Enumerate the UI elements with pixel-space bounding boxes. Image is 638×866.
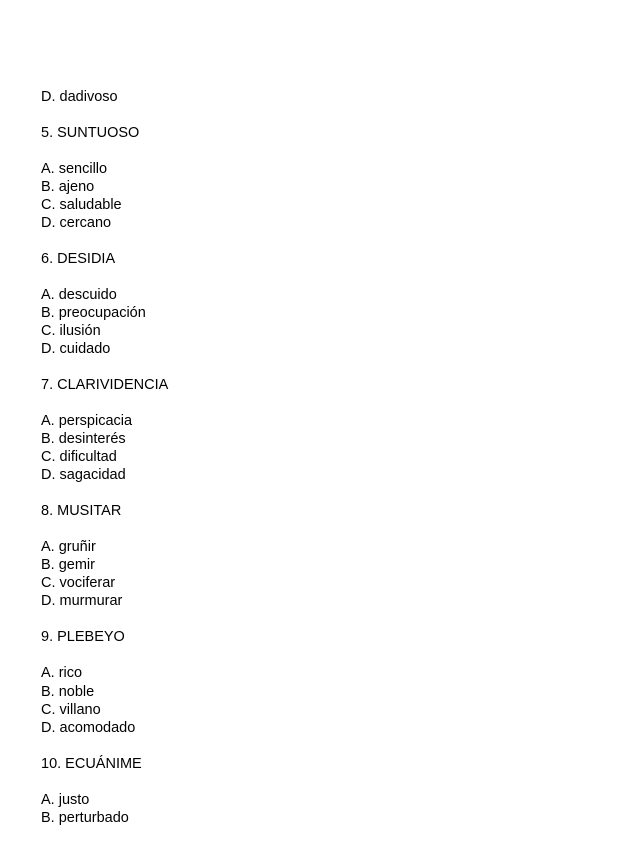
option-text: A. gruñir: [41, 539, 96, 555]
option-text: B. desinterés: [41, 431, 126, 447]
option-text: C. dificultad: [41, 449, 117, 465]
option-text: D. acomodado: [41, 720, 136, 736]
option-text: A. sencillo: [41, 161, 108, 177]
option-text: B. perturbado: [41, 810, 129, 826]
option-text: C. vociferar: [41, 575, 116, 591]
option-text: A. justo: [41, 792, 90, 808]
question-heading: 10. ECUÁNIME: [41, 756, 142, 772]
option-text: B. gemir: [41, 557, 95, 573]
option-text: B. noble: [41, 684, 95, 700]
option-text: A. rico: [41, 665, 83, 681]
question-heading: 6. DESIDIA: [41, 251, 116, 267]
option-text: D. dadivoso: [41, 89, 118, 105]
option-text: A. descuido: [41, 287, 117, 303]
option-text: D. cuidado: [41, 341, 111, 357]
option-text: D. cercano: [41, 215, 112, 231]
option-text: C. saludable: [41, 197, 122, 213]
option-text: D. sagacidad: [41, 467, 126, 483]
option-text: D. murmurar: [41, 593, 123, 609]
question-heading: 9. PLEBEYO: [41, 629, 125, 645]
option-text: C. villano: [41, 702, 101, 718]
question-heading: 5. SUNTUOSO: [41, 125, 140, 141]
option-text: C. ilusión: [41, 323, 101, 339]
option-text: B. ajeno: [41, 179, 95, 195]
option-text: B. preocupación: [41, 305, 146, 321]
question-heading: 8. MUSITAR: [41, 503, 122, 519]
question-heading: 7. CLARIVIDENCIA: [41, 377, 169, 393]
option-text: A. perspicacia: [41, 413, 133, 429]
